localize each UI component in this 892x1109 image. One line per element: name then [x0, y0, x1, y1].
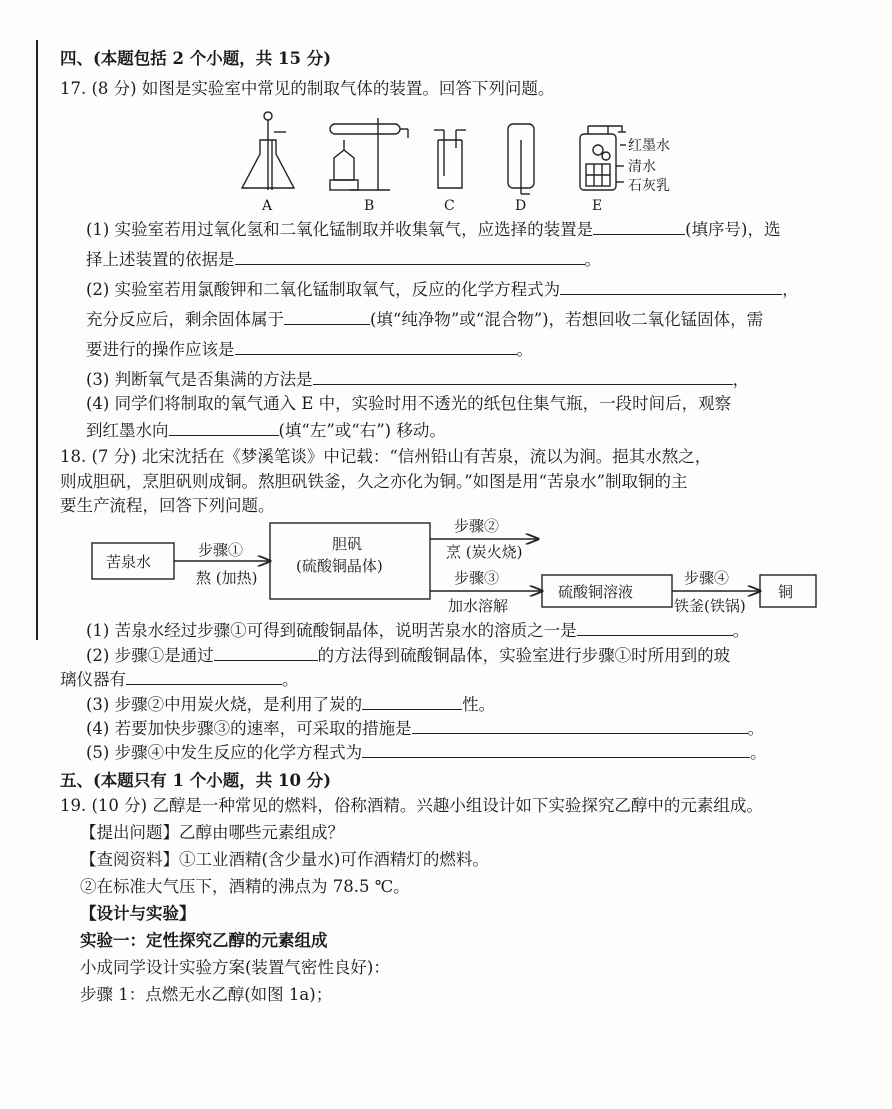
apparatus-c-bottle-icon: [434, 130, 466, 188]
q19-step-1: 步骤 1：点燃无水乙醇(如图 1a)；: [80, 985, 333, 1004]
section-heading-5: 五、(本题只有 1 个小题，共 10 分): [60, 771, 332, 790]
answer-blank[interactable]: [313, 367, 733, 385]
flow-box3-label: 硫酸铜溶液: [558, 583, 634, 601]
margin-line: [36, 40, 38, 640]
answer-blank[interactable]: [362, 692, 462, 710]
flow-box4-label: 铜: [778, 583, 794, 601]
flow-step1-bottom: 熬 (加热): [196, 569, 258, 587]
q19-plan: 小成同学设计实验方案(装置气密性良好)：: [80, 958, 390, 977]
q19-intro: 19. (10 分) 乙醇是一种常见的燃料，俗称酒精。兴趣小组设计如下实验探究乙醇中的元素组成。: [60, 796, 763, 815]
q18-part4: (4) 若要加快步骤③的速率，可采取的措施是 。: [86, 716, 764, 740]
q17-part4-line1: (4) 同学们将制取的氧气通入 E 中，实验时用不透光的纸包住集气瓶，一段时间后，观察: [86, 394, 732, 413]
answer-blank[interactable]: [235, 247, 585, 265]
answer-blank[interactable]: [235, 337, 517, 355]
answer-blank[interactable]: [169, 418, 279, 436]
q18-intro-line3: 要生产流程，回答下列问题。: [60, 496, 275, 515]
flow-box2-line1: 胆矾: [332, 535, 363, 553]
apparatus-d-bottle-icon: [508, 124, 534, 194]
q17-part2-line3: 要进行的操作应该是 。: [86, 337, 533, 361]
answer-blank[interactable]: [126, 667, 282, 685]
q17-part1-line2: 择上述装置的依据是 。: [86, 247, 601, 271]
q17-part4-line2: 到红墨水向 (填“左”或“右”) 移动。: [86, 418, 446, 442]
answer-blank[interactable]: [560, 277, 782, 295]
q18-intro-line1: 18. (7 分) 北宋沈括在《梦溪笔谈》中记载：“信州铅山有苦泉，流以为涧。挹其水熬之，: [60, 447, 712, 466]
q17-part1-line1: (1) 实验室若用过氧化氢和二氧化锰制取并收集氧气，应选择的装置是 (填序号)，选: [86, 217, 781, 241]
answer-blank[interactable]: [214, 643, 318, 661]
q17-part2-line1: (2) 实验室若用氯酸钾和二氧化锰制取氧气，反应的化学方程式为 ，: [86, 277, 799, 301]
q17-part3: (3) 判断氧气是否集满的方法是 ，: [86, 367, 749, 391]
q19-reference-1: 【查阅资料】①工业酒精(含少量水)可作酒精灯的燃料。: [80, 850, 489, 869]
answer-blank[interactable]: [412, 716, 748, 734]
q18-part5: (5) 步骤④中发生反应的化学方程式为 。: [86, 740, 767, 764]
answer-blank[interactable]: [577, 618, 733, 636]
q19-reference-2: ②在标准大气压下，酒精的沸点为 78.5 ℃。: [80, 877, 410, 896]
answer-blank[interactable]: [284, 307, 370, 325]
q19-experiment-1: 实验一：定性探究乙醇的元素组成: [80, 931, 328, 950]
q19-question: 【提出问题】乙醇由哪些元素组成？: [80, 823, 344, 842]
e-annotation-water: 清水: [628, 159, 656, 175]
apparatus-e-bottle-icon: [580, 126, 626, 190]
apparatus-label-d: D: [515, 198, 527, 214]
flow-box1-label: 苦泉水: [106, 553, 152, 571]
apparatus-label-a: A: [262, 198, 273, 214]
flow-step4-top: 步骤④: [684, 569, 730, 587]
flow-box2-line2: (硫酸铜晶体): [296, 557, 383, 575]
apparatus-a-flask-icon: [242, 112, 294, 190]
question-17-intro: 17. (8 分) 如图是实验室中常见的制取气体的装置。回答下列问题。: [60, 79, 555, 98]
apparatus-label-c: C: [444, 198, 455, 214]
apparatus-figure: [230, 110, 670, 215]
flow-step1-top: 步骤①: [198, 541, 244, 559]
q18-intro-line2: 则成胆矾，烹胆矾则成铜。熬胆矾铁釜，久之亦化为铜。”如图是用“苦泉水”制取铜的主: [60, 472, 688, 491]
q18-part2-line1: (2) 步骤①是通过 的方法得到硫酸铜晶体，实验室进行步骤①时所用到的玻: [86, 643, 730, 667]
flow-step3-bottom: 加水溶解: [448, 597, 509, 615]
section-heading-4: 四、(本题包括 2 个小题，共 15 分): [60, 49, 332, 68]
answer-blank[interactable]: [593, 217, 685, 235]
flow-step2-bottom: 烹 (炭火烧): [446, 543, 523, 561]
answer-blank[interactable]: [362, 740, 750, 758]
q18-part1: (1) 苦泉水经过步骤①可得到硫酸铜晶体，说明苦泉水的溶质之一是 。: [86, 618, 749, 642]
apparatus-label-e: E: [592, 198, 603, 214]
flow-step3-top: 步骤③: [454, 569, 500, 587]
q18-part2-line2: 璃仪器有 。: [60, 667, 299, 691]
q18-part3: (3) 步骤②中用炭火烧，是利用了炭的 性。: [86, 692, 495, 716]
flow-step4-bottom: 铁釜(铁锅): [674, 597, 746, 615]
q17-part2-line2: 充分反应后，剩余固体属于 (填“纯净物”或“混合物”)，若想回收二氧化锰固体，需: [86, 307, 763, 331]
apparatus-label-b: B: [364, 198, 375, 214]
apparatus-b-heating-icon: [330, 118, 408, 190]
q19-design-heading: 【设计与实验】: [80, 904, 196, 923]
e-annotation-lime: 石灰乳: [628, 178, 670, 194]
process-flow-diagram: [70, 505, 830, 617]
flow-step2-top: 步骤②: [454, 517, 500, 535]
e-annotation-red-ink: 红墨水: [628, 138, 670, 154]
